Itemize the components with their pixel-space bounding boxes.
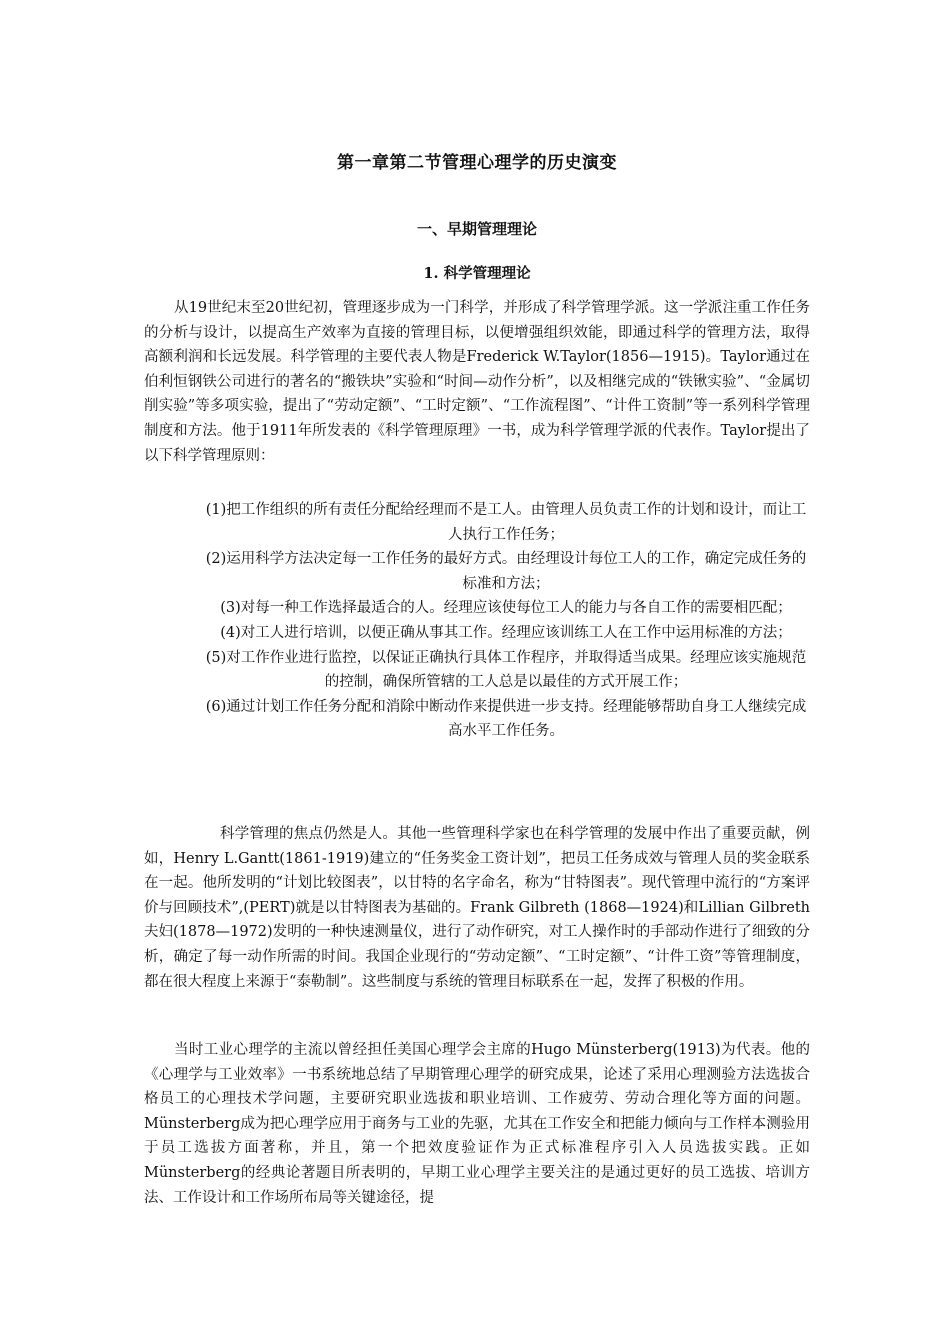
- principle-item: (1)把工作组织的所有责任分配给经理而不是工人。由管理人员负责工作的计划和设计，而让工人执行工作任务；: [205, 502, 807, 543]
- principle-item: (4)对工人进行培训，以便正确从事其工作。经理应该训练工人在工作中运用标准的方法；: [220, 624, 792, 641]
- section-heading: 一、早期管理理论: [416, 220, 537, 238]
- paragraph-munsterberg: 当时工业心理学的主流以曾经担任美国心理学会主席的Hugo Münsterberg(1913)为代表。他的《心理学与工业效率》一书系统地总结了早期管理心理学的研究成果，论述了采用心理测验方法选拔合格员工的心理技术学问题，主要研究职业选拔和职业培训、工作疲劳、劳动合理化等方面的问题。Münsterberg成为把心理学应用于商务与工业的先驱，尤其在工作安全和把能力倾向与工作样本测验用于员工选拔方面著称，并且，第一个把效度验证作为正式标准程序引入人员选拔实践。正如Münsterberg的经典论著题目所表明的，早期工业心理学主要关注的是通过更好的员工选拔、培训方法、工作设计和工作场所布局等关键途径，提: [144, 1042, 810, 1206]
- principles-list: [202, 498, 810, 744]
- principle-item: (6)通过计划工作任务分配和消除中断动作来提供进一步支持。经理能够帮助自身工人继续完成高水平工作任务。: [205, 698, 807, 740]
- principle-item: (2)运用科学方法决定每一工作任务的最好方式。由经理设计每位工人的工作，确定完成任务的标准和方法；: [205, 551, 807, 592]
- page-title: 第一章第二节管理心理学的历史演变: [337, 153, 617, 173]
- principle-item: (3)对每一种工作选择最适合的人。经理应该使每位工人的能力与各自工作的需要相匹配；: [220, 600, 792, 617]
- principle-item: (5)对工作作业进行监控，以保证正确执行具体工作程序，并取得适当成果。经理应该实施规范的控制，确保所管辖的工人总是以最佳的方式开展工作；: [205, 649, 807, 691]
- sub-heading: 1. 科学管理理论: [423, 265, 531, 282]
- paragraph-scientific-management: 从19世纪末至20世纪初，管理逐步成为一门科学，并形成了科学管理学派。这一学派注重工作任务的分析与设计，以提高生产效率为直接的管理目标，以便增强组织效能，即通过科学的管理方法，取得高额利润和长远发展。科学管理的主要代表人物是Frederick W.Taylor(1856—1915)。Taylor通过在伯利恒钢铁公司进行的著名的“搬铁块”实验和“时间—动作分析”，以及相继完成的“铁锹实验”、“金属切削实验”等多项实验，提出了“劳动定额”、“工时定额”、“工作流程图”、“计件工资制”等一系列科学管理制度和方法。他于1911年所发表的《科学管理原理》一书，成为科学管理学派的代表作。Taylor提出了以下科学管理原则：: [144, 300, 810, 464]
- paragraph-gantt-gilbreth: 科学管理的焦点仍然是人。其他一些管理科学家也在科学管理的发展中作出了重要贡献，例如，Henry L.Gantt(1861-1919)建立的“任务奖金工资计划”，把员工任务成效与管理人员的奖金联系在一起。他所发明的“计划比较图表”，以甘特的名字命名，称为“甘特图表”。现代管理中流行的“方案评价与回顾技术”,(PERT)就是以甘特图表为基础的。Frank Gilbreth (1868—1924)和Lillian Gilbreth夫妇(1878—1972)发明的一种快速测量仪，进行了动作研究，对工人操作时的手部动作进行了细致的分析，确定了每一动作所需的时间。我国企业现行的“劳动定额”、“工时定额”、“计件工资”等管理制度，都在很大程度上来源于“泰勒制”。这些制度与系统的管理目标联系在一起，发挥了积极的作用。: [144, 826, 810, 990]
